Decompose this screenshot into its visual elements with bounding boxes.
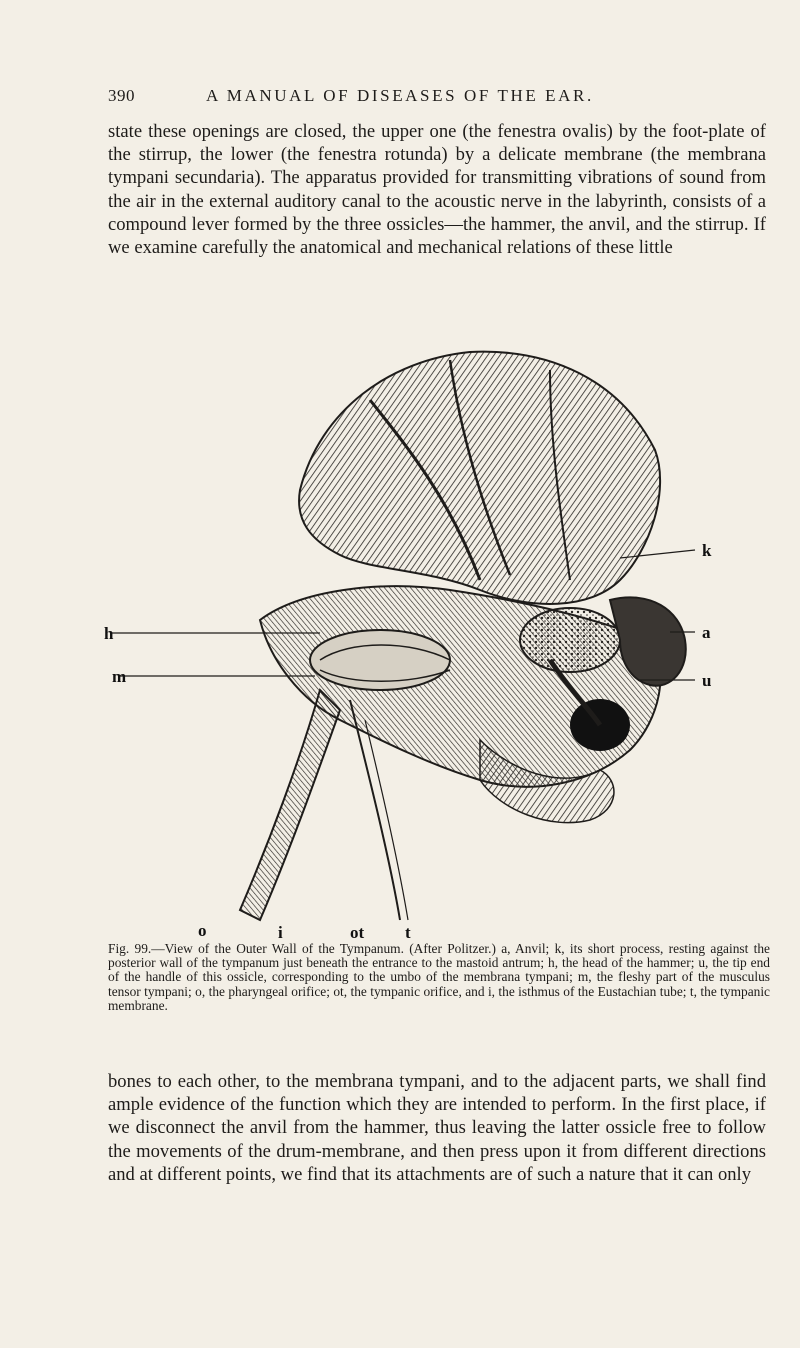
label-i: i	[278, 923, 283, 942]
figure-tympanum-illustration	[104, 340, 740, 942]
running-title: A MANUAL OF DISEASES OF THE EAR.	[206, 86, 594, 105]
label-o: o	[198, 921, 207, 940]
mastoid-cells	[299, 352, 660, 604]
label-t: t	[405, 923, 411, 942]
eustachian-tube	[240, 690, 340, 920]
label-u: u	[702, 671, 712, 690]
hammer-head	[520, 608, 620, 672]
label-k: k	[702, 541, 712, 560]
page-number: 390	[108, 86, 135, 105]
body-paragraph-top: state these openings are closed, the upper one (the fenestra ovalis) by the foot-plate of the stirrup, the lower (the fenestra rotunda) by a delicate membrane (the membrana tympani secundaria). The apparatus provided for transmitting vibrations of sound from the air in the external auditory canal to the acoustic nerve in the labyrinth, consists of a compound lever formed by the three ossicles—the hammer, the anvil, and the stirrup. If we examine carefully the anatomical and mechanical relations of these little	[108, 121, 766, 259]
label-h: h	[104, 624, 114, 643]
label-m: m	[112, 667, 127, 686]
label-a: a	[702, 623, 711, 642]
figure-caption: Fig. 99.—View of the Outer Wall of the Tympanum. (After Politzer.) a, Anvil; k, its short process, resting against the posterior wall of the tympanum just beneath the entrance to the mastoid antrum; h, the head of the hammer; u, the tip end of the handle of this ossicle, corresponding to the umbo of the membrana tympani; m, the fleshy part of the musculus tensor tympani; o, the pharyngeal orifice; ot, the tympanic orifice, and i, the isthmus of the Eustachian tube; t, the tympanic membrane.	[108, 941, 770, 1013]
page-header	[108, 86, 768, 116]
body-paragraph-bottom: bones to each other, to the membrana tympani, and to the adjacent parts, we shall find ample evidence of the function which they are intended to perform. In the first place, if we disconnect the anvil from the hammer, thus leaving the latter ossicle free to follow the movements of the drum-membrane, and then press upon it from different directions and at different points, we find that its attachments are of such a nature that it can only	[108, 1071, 766, 1185]
label-ot: ot	[350, 923, 365, 942]
tympanum-engraving	[104, 340, 740, 942]
